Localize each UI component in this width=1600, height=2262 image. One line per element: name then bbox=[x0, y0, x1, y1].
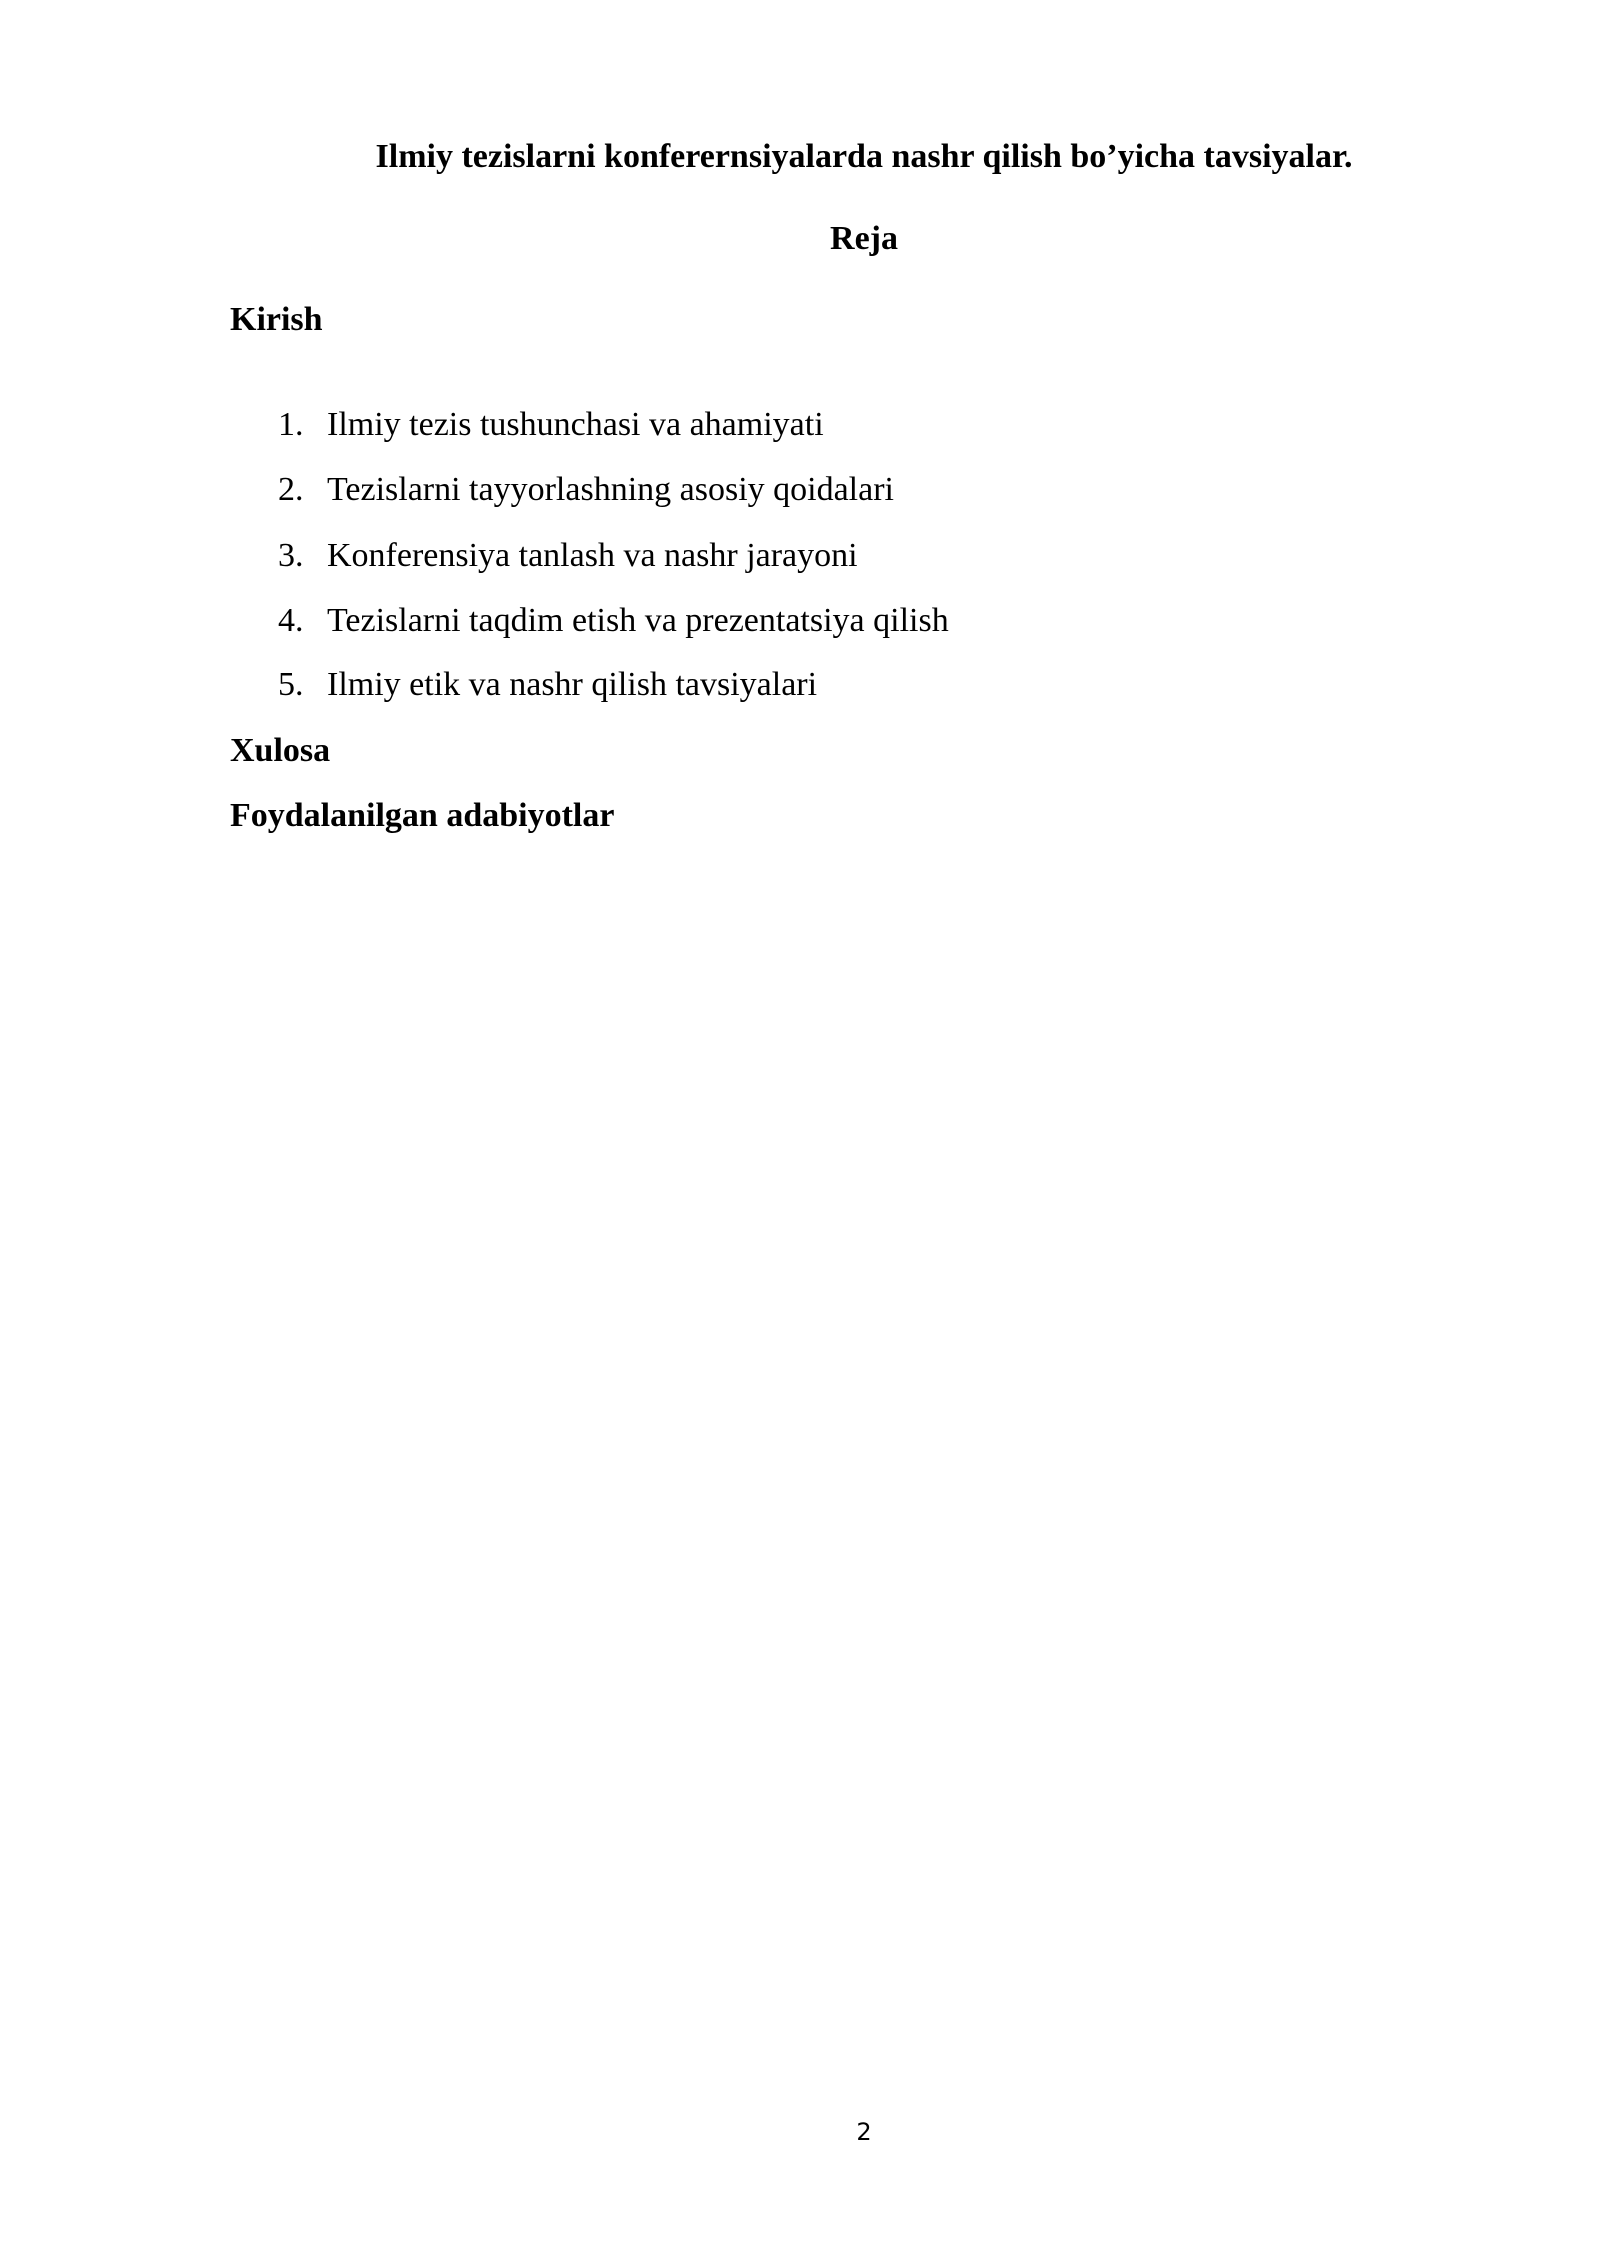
list-item-number: 1. bbox=[278, 406, 304, 443]
page-number: 2 bbox=[856, 2118, 872, 2146]
list-item-number: 3. bbox=[278, 537, 304, 574]
list-item-number: 2. bbox=[278, 471, 304, 508]
list-item bbox=[0, 599, 1600, 643]
list-item bbox=[0, 534, 1600, 578]
references-heading: Foydalanilgan adabiyotlar bbox=[230, 797, 615, 834]
list-item-text: Ilmiy etik va nashr qilish tavsiyalari bbox=[327, 666, 818, 703]
document-title: Ilmiy tezislarni konferernsiyalarda nashr qilish bo’yicha tavsiyalar. bbox=[375, 138, 1353, 175]
list-item-text: Tezislarni tayyorlashning asosiy qoidalari bbox=[327, 471, 894, 508]
intro-heading: Kirish bbox=[230, 301, 323, 338]
list-item bbox=[0, 663, 1600, 707]
list-item bbox=[0, 403, 1600, 447]
conclusion-heading: Xulosa bbox=[230, 732, 331, 769]
list-item-text: Konferensiya tanlash va nashr jarayoni bbox=[327, 537, 858, 574]
list-item-number: 5. bbox=[278, 666, 304, 703]
list-item-text: Ilmiy tezis tushunchasi va ahamiyati bbox=[327, 406, 824, 443]
list-item-text: Tezislarni taqdim etish va prezentatsiya qilish bbox=[327, 602, 949, 639]
list-item bbox=[0, 468, 1600, 512]
plan-heading: Reja bbox=[830, 220, 898, 257]
list-item-number: 4. bbox=[278, 602, 304, 639]
